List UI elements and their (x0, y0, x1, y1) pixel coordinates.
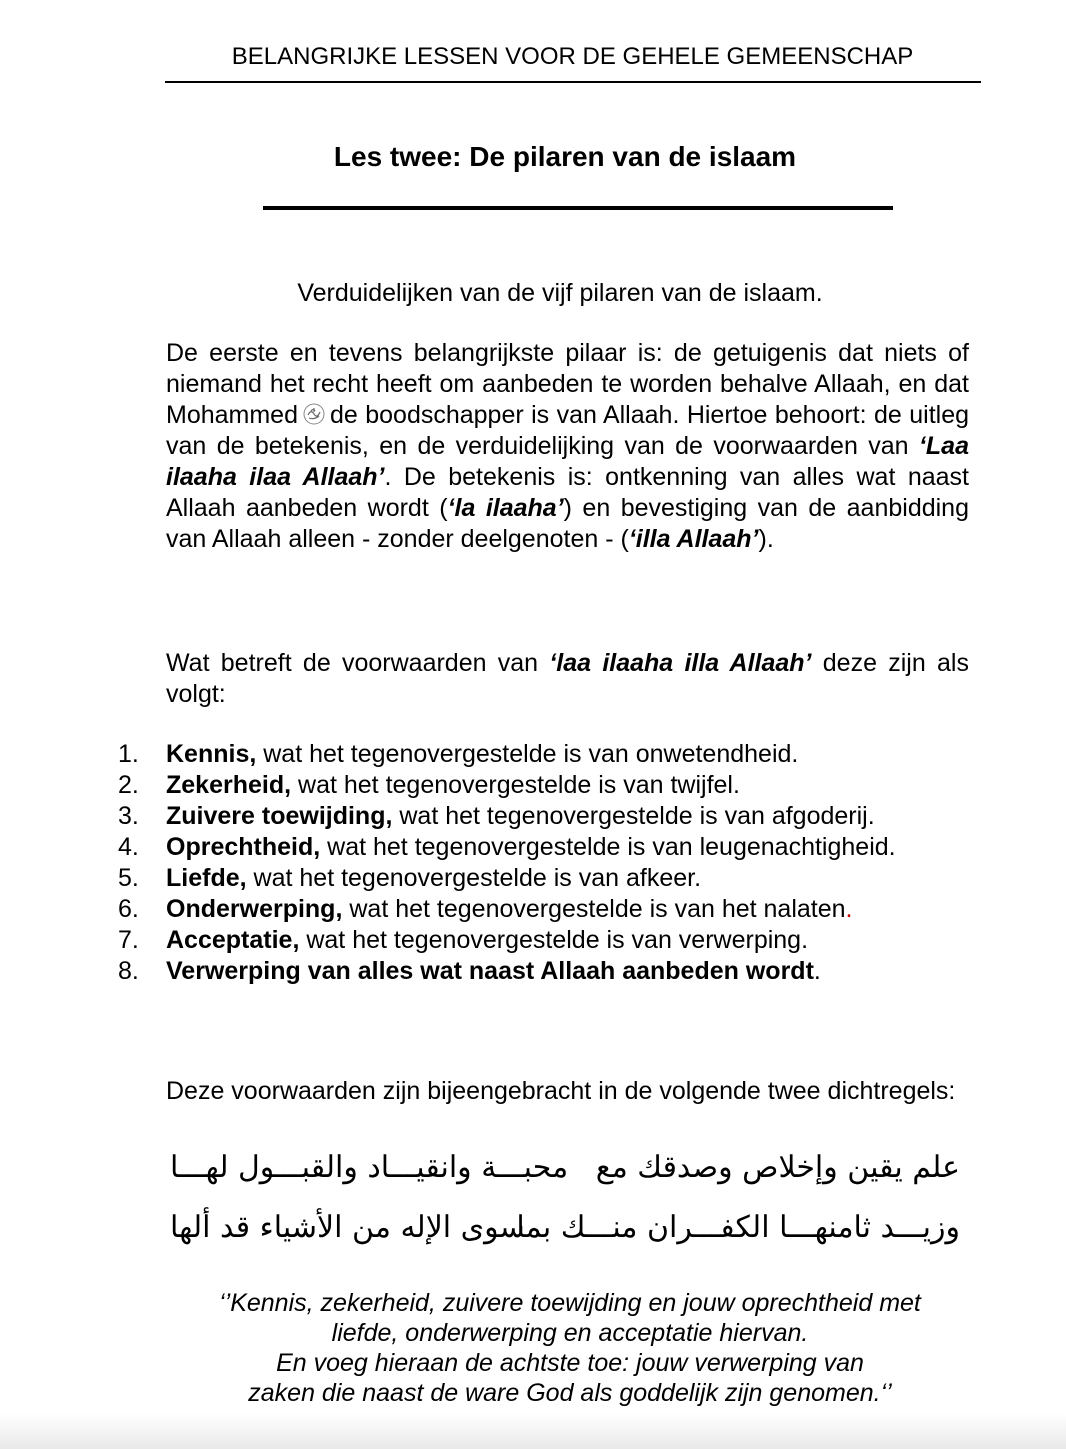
condition-number: 1. (118, 740, 139, 768)
condition-item (118, 956, 969, 987)
lesson-title: Les twee: De pilaren van de islaam (333, 141, 797, 172)
translation-line: zaken die naast de ware God als goddelijk zijn genomen.‘’ (248, 1379, 892, 1407)
condition-text: wat het tegenovergestelde is van het nalaten (349, 895, 846, 923)
title-rule (263, 206, 893, 210)
translation-line: En voeg hieraan de achtste toe: jouw verwerping van (276, 1349, 864, 1377)
condition-text: wat het tegenovergestelde is van twijfel. (298, 771, 740, 799)
condition-text: . (813, 957, 821, 985)
condition-number: 3. (118, 802, 139, 830)
poem-verse-line (166, 1143, 966, 1193)
condition-text: wat het tegenovergestelde is van afgoderij. (399, 802, 875, 830)
first-hemistich: وزيـــد ثامنهـــا الكفـــران منـــك بما (516, 1210, 960, 1245)
condition-item (118, 770, 969, 801)
second-hemistich: محبـــة وانقيـــاد والقبـــول لهـــا (170, 1150, 569, 1185)
condition-item (118, 894, 969, 925)
intro-paragraph (166, 338, 969, 555)
condition-text: wat het tegenovergestelde is van leugenachtigheid. (327, 833, 896, 861)
poem-intro: Deze voorwaarden zijn bijeengebracht in de volgende twee dichtregels: (166, 1077, 956, 1105)
header-rule (165, 81, 981, 83)
translation-line: ‘’Kennis, zekerheid, zuivere toewijding en jouw oprechtheid met (219, 1289, 921, 1317)
conditions-term: ‘laa ilaaha illa Allaah’ (549, 649, 812, 677)
condition-term: Liefde, (166, 864, 247, 892)
condition-item (118, 925, 969, 956)
condition-text: wat het tegenovergestelde is van verwerping. (306, 926, 809, 954)
poem-translation (160, 1288, 980, 1408)
negation-phrase: ‘la ilaaha’ (447, 494, 564, 522)
conditions-intro-b: deze zijn als volgt: (166, 649, 969, 708)
second-hemistich: سوى الإله من الأشياء قد ألها (170, 1210, 525, 1245)
condition-number: 7. (118, 926, 139, 954)
intro-text-a: De eerste en tevens belangrijkste pilaar is: de getuigenis dat niets of niemand het recht heeft om aanbeden te worden behalve Allaah, en dat Mohammed (166, 339, 969, 429)
condition-item (118, 863, 969, 894)
condition-term: Oprechtheid, (166, 833, 321, 861)
first-hemistich: علم يقين وإخلاص وصدقك مع (595, 1150, 960, 1185)
intro-text-c: . De betekenis is: ontkenning van alles wat naast Allaah aanbeden wordt ( (166, 463, 969, 522)
salawat-calligraphy-icon (302, 402, 326, 426)
condition-term: Zuivere toewijding, (166, 802, 393, 830)
condition-term: Verwerping van alles wat naast Allaah aanbeden wordt (166, 957, 814, 985)
condition-term: Onderwerping, (166, 895, 343, 923)
condition-item (118, 801, 969, 832)
conditions-intro-a: Wat betreft de voorwaarden van (166, 649, 539, 677)
lesson-subtitle: Verduidelijken van de vijf pilaren van de islaam. (297, 279, 823, 307)
condition-number: 6. (118, 895, 139, 923)
condition-item (118, 739, 969, 770)
condition-term: Kennis, (166, 740, 257, 768)
condition-term: Zekerheid, (166, 771, 292, 799)
condition-number: 2. (118, 771, 139, 799)
red-period: . (845, 895, 853, 923)
intro-text-d: ) en bevestiging van de aanbidding van Allaah alleen - zonder deelgenoten - ( (166, 494, 969, 553)
conditions-intro (166, 648, 969, 710)
translation-line: liefde, onderwerping en acceptatie hiervan. (331, 1319, 809, 1347)
page-bottom-shade (0, 1413, 1066, 1449)
condition-term: Acceptatie, (166, 926, 300, 954)
shahada-phrase: ‘Laa ilaaha ilaa Allaah’ (166, 432, 969, 491)
affirmation-phrase: ‘illa Allaah’ (628, 525, 759, 553)
running-header: BELANGRIJKE LESSEN VOOR DE GEHELE GEMEENSCHAP (231, 43, 914, 70)
condition-number: 4. (118, 833, 139, 861)
condition-item (118, 832, 969, 863)
condition-number: 5. (118, 864, 139, 892)
intro-text-b: de boodschapper is van Allaah. Hiertoe behoort: de uitleg van de betekenis, en de verduidelijking van de voorwaarden van (166, 401, 969, 460)
condition-number: 8. (118, 957, 139, 985)
condition-text: wat het tegenovergestelde is van afkeer. (253, 864, 702, 892)
conditions-list (118, 739, 969, 987)
condition-text: wat het tegenovergestelde is van onwetendheid. (263, 740, 799, 768)
intro-text-e: ). (758, 525, 774, 553)
poem-verse-line (166, 1203, 966, 1253)
